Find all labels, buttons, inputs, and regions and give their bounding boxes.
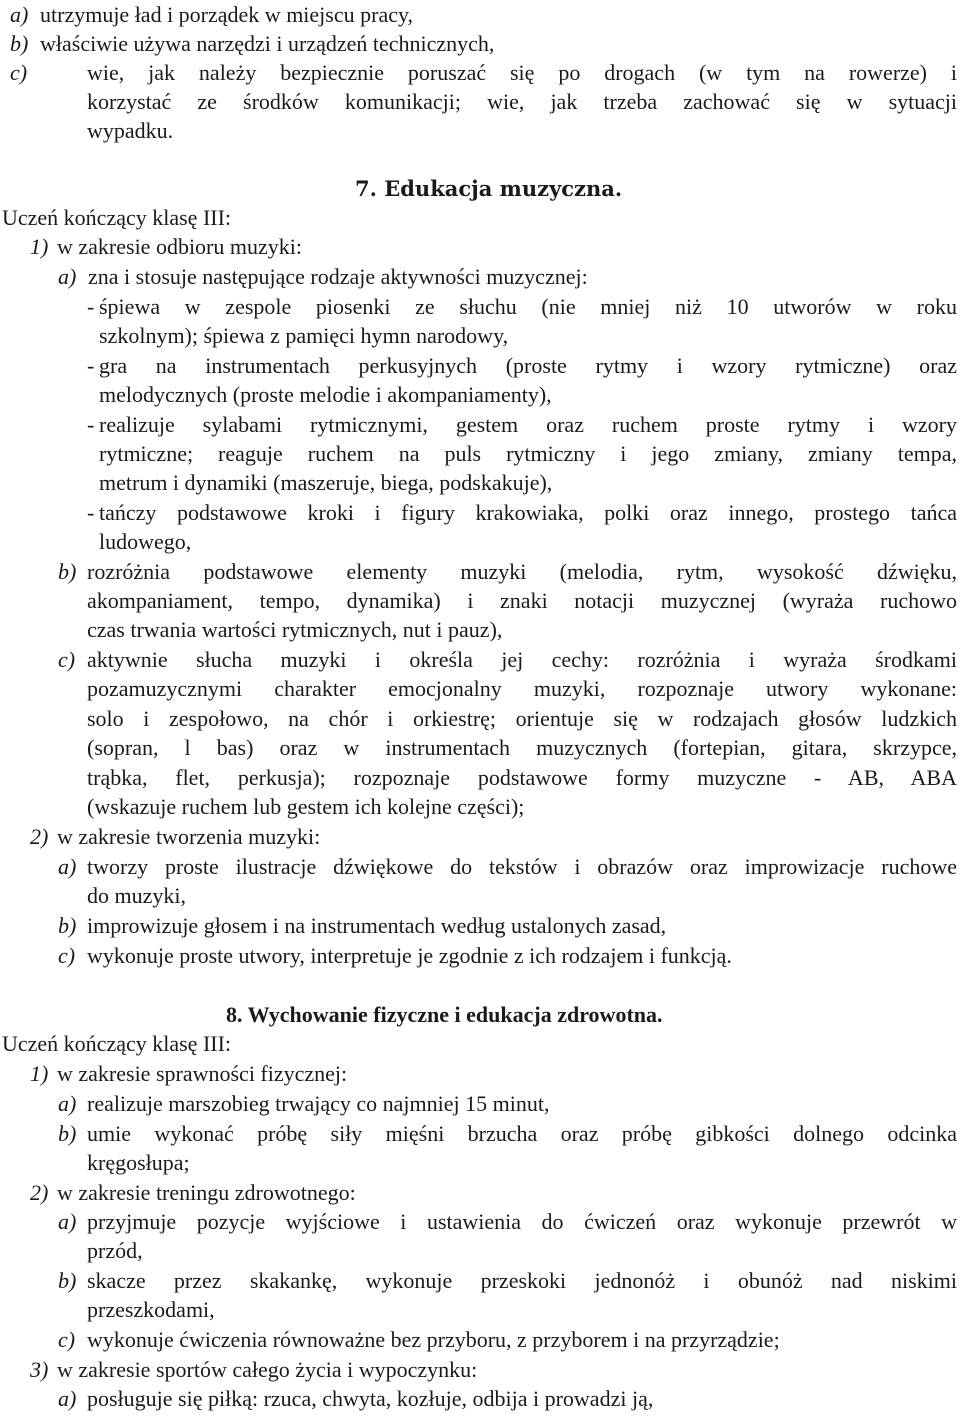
list-text: improwizuje głosem i na instrumentach według ustalonych zasad, — [87, 913, 667, 938]
list-marker: a) — [58, 1091, 77, 1116]
section-heading: 7. Edukacja muzyczna. — [355, 176, 623, 201]
list-text: w zakresie treningu zdrowotnego: — [57, 1180, 356, 1205]
numbered-item — [30, 1178, 356, 1208]
dash-marker: - — [87, 500, 95, 525]
list-item — [58, 1325, 780, 1355]
list-marker: 1) — [30, 234, 49, 259]
list-marker-line — [58, 852, 76, 882]
paragraph-line: przód, — [87, 1238, 143, 1263]
paragraph-line: solo i zespołowo, na chór i orkiestrę; orientuje się w rodzajach głosów ludzkich — [87, 706, 957, 731]
list-item — [10, 58, 40, 88]
paragraph-line: pozamuzycznymi charakter emocjonalny muzyki, rozpoznaje utwory wykonane: — [87, 676, 957, 701]
list-item — [58, 1089, 549, 1119]
paragraph-line: tworzy proste ilustracje dźwiękowe do tekstów i obrazów oraz improwizacje ruchowe — [87, 854, 957, 879]
paragraph-line: aktywnie słucha muzyki i określa jej cechy: rozróżnia i wyraża środkami — [87, 647, 957, 672]
list-marker: 3) — [30, 1357, 49, 1382]
dash-marker: - — [87, 294, 95, 319]
list-item — [58, 911, 666, 941]
list-marker: a) — [58, 1386, 77, 1411]
list-item — [10, 0, 413, 30]
list-marker-line — [58, 557, 76, 587]
section-heading: 8. Wychowanie fizyczne i edukacja zdrowotna. — [226, 1002, 663, 1027]
list-marker: a) — [58, 264, 77, 289]
list-marker: b) — [58, 559, 77, 584]
section-intro: Uczeń kończący klasę III: — [2, 205, 232, 230]
paragraph-line: przeszkodami, — [87, 1297, 215, 1322]
list-marker: c) — [58, 1327, 76, 1352]
paragraph-line: skacze przez skakankę, wykonuje przeskoki jednonóż i obunóż nad niskimi — [87, 1268, 957, 1293]
list-marker: 1) — [30, 1061, 49, 1086]
list-text: posługuje się piłką: rzuca, chwyta, kozłuje, odbija i prowadzi ją, — [87, 1386, 654, 1411]
paragraph-line: gra na instrumentach perkusyjnych (proste rytmy i wzory rytmiczne) oraz — [99, 353, 957, 378]
list-marker: b) — [58, 1121, 77, 1146]
list-marker: c) — [10, 60, 28, 85]
paragraph-line: przyjmuje pozycje wyjściowe i ustawienia do ćwiczeń oraz wykonuje przewrót w — [87, 1209, 957, 1234]
paragraph-line: czas trwania wartości rytmicznych, nut i pauz), — [87, 617, 503, 642]
list-item — [58, 1384, 653, 1414]
list-marker: c) — [58, 647, 76, 672]
list-marker: 2) — [30, 824, 49, 849]
list-marker: a) — [58, 854, 77, 879]
paragraph-line: wypadku. — [87, 118, 174, 143]
list-item — [58, 941, 732, 971]
dash-marker: - — [87, 412, 95, 437]
dash-marker: - — [87, 353, 95, 378]
paragraph-line: wie, jak należy bezpiecznie poruszać się po drogach (w tym na rowerze) i — [87, 60, 957, 85]
list-marker: c) — [58, 943, 76, 968]
list-text: zna i stosuje następujące rodzaje aktywności muzycznej: — [88, 264, 588, 289]
paragraph-line: (sopran, l bas) oraz w instrumentach muzycznych (fortepian, gitara, skrzypce, — [87, 735, 957, 760]
paragraph-line: melodycznych (proste melodie i akompaniamenty), — [99, 382, 552, 407]
list-text: w zakresie sportów całego życia i wypoczynku: — [57, 1357, 478, 1382]
numbered-item — [30, 232, 302, 262]
list-marker-line — [58, 645, 75, 675]
paragraph-line: umie wykonać próbę siły mięśni brzucha oraz próbę gibkości dolnego odcinka — [87, 1121, 957, 1146]
paragraph-line: tańczy podstawowe kroki i figury krakowiaka, polki oraz innego, prostego tańca — [99, 500, 957, 525]
list-marker: b) — [10, 31, 29, 56]
paragraph-line: (wskazuje ruchem lub gestem ich kolejne części); — [87, 794, 525, 819]
list-text: wykonuje proste utwory, interpretuje je zgodnie z ich rodzajem i funkcją. — [87, 943, 732, 968]
paragraph-line: kręgosłupa; — [87, 1150, 190, 1175]
paragraph-line: realizuje sylabami rytmicznymi, gestem oraz ruchem proste rytmy i wzory — [99, 412, 957, 437]
list-text: w zakresie tworzenia muzyki: — [57, 824, 321, 849]
paragraph-line: metrum i dynamiki (maszeruje, biega, podskakuje), — [99, 470, 553, 495]
list-item — [58, 262, 588, 292]
paragraph-line: akompaniament, tempo, dynamika) i znaki notacji muzycznej (wyraża ruchowo — [87, 588, 957, 613]
list-text: realizuje marszobieg trwający co najmniej 15 minut, — [87, 1091, 550, 1116]
list-text: w zakresie sprawności fizycznej: — [57, 1061, 348, 1086]
list-marker: 2) — [30, 1180, 49, 1205]
list-marker-line — [58, 1119, 76, 1149]
paragraph-line: śpiewa w zespole piosenki ze słuchu (nie mniej niż 10 utworów w roku — [99, 294, 957, 319]
list-marker-line — [58, 1266, 76, 1296]
paragraph-line: korzystać ze środków komunikacji; wie, jak trzeba zachować się w sytuacji — [87, 89, 957, 114]
list-text: w zakresie odbioru muzyki: — [57, 234, 302, 259]
list-item — [10, 29, 494, 59]
list-marker: b) — [58, 1268, 77, 1293]
numbered-item — [30, 1059, 347, 1089]
list-marker: a) — [10, 2, 29, 27]
list-marker-line — [58, 1207, 76, 1237]
list-text: wykonuje ćwiczenia równoważne bez przyboru, z przyborem i na przyrządzie; — [87, 1327, 780, 1352]
section-intro: Uczeń kończący klasę III: — [2, 1031, 232, 1056]
paragraph-line: rozróżnia podstawowe elementy muzyki (melodia, rytm, wysokość dźwięku, — [87, 559, 957, 584]
list-text: utrzymuje ład i porządek w miejscu pracy, — [40, 2, 414, 27]
paragraph-line: rytmiczne; reaguje ruchem na puls rytmiczny i jego zmiany, zmiany tempa, — [99, 441, 957, 466]
list-text: właściwie używa narzędzi i urządzeń technicznych, — [40, 31, 495, 56]
paragraph-line: do muzyki, — [87, 883, 186, 908]
list-marker: b) — [58, 913, 77, 938]
numbered-item — [30, 822, 320, 852]
list-marker: a) — [58, 1209, 77, 1234]
numbered-item — [30, 1355, 477, 1385]
paragraph-line: szkolnym); śpiewa z pamięci hymn narodowy, — [99, 323, 509, 348]
paragraph-line: trąbka, flet, perkusja); rozpoznaje podstawowe formy muzyczne - AB, ABA — [87, 765, 957, 790]
paragraph-line: ludowego, — [99, 529, 192, 554]
